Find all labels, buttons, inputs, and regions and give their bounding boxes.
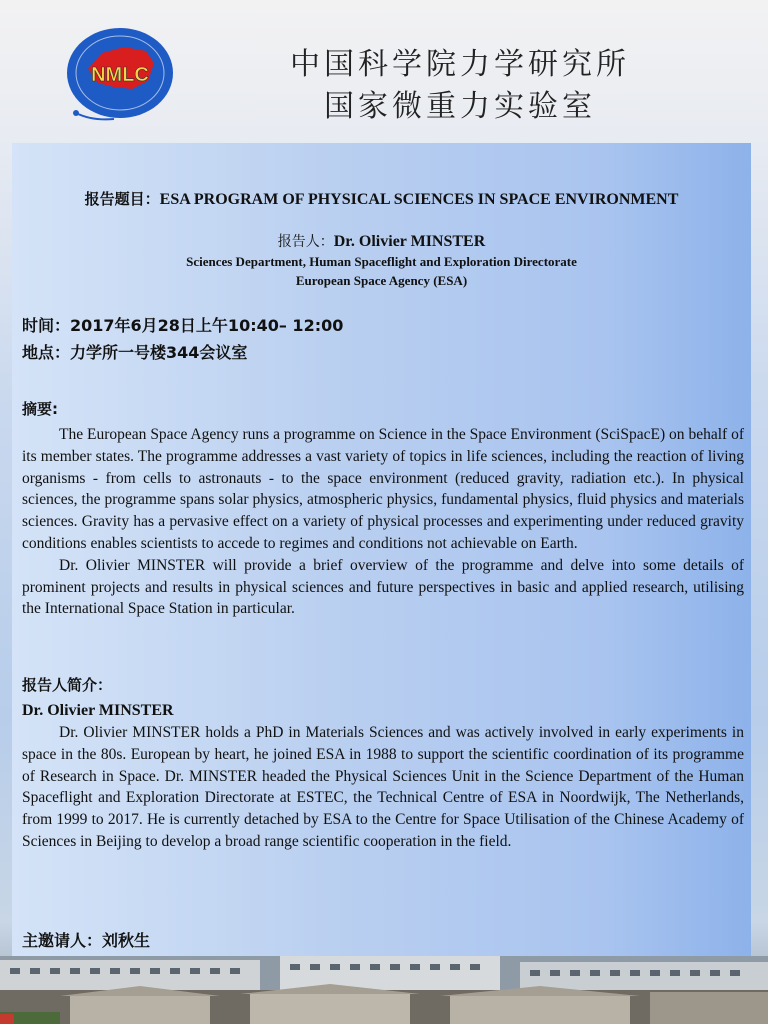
time-place	[22, 312, 343, 366]
campus-photo	[0, 956, 768, 1024]
title-text: ESA PROGRAM OF PHYSICAL SCIENCES IN SPACE ENVIRONMENT	[159, 191, 679, 208]
logo-text: NMLC	[91, 64, 149, 86]
bio-name: Dr. Olivier MINSTER	[22, 702, 174, 719]
speaker-block	[12, 232, 751, 290]
bio-paragraph: Dr. Olivier MINSTER holds a PhD in Materials Sciences and was actively involved in early experiments in space in the 80s. European by heart, he joined ESA in 1988 to support the scientific coordination of its programme of Research in Space. Dr. MINSTER headed the Physical Sciences Unit in the Science Department of the Human Spaceflight and Exploration Directorate at ESTEC, the Technical Centre of ESA in Noordwijk, The Netherlands, from 1999 to 2017. He is currently detached by ESA to the Centre for Space Utilisation of the Chinese Academy of Sciences in Beijing to develop a broad range scientific cooperation in the field.	[22, 724, 744, 850]
speaker-label: 报告人：	[277, 234, 334, 250]
host-line: 主邀请人：刘秋生	[22, 931, 151, 950]
header	[0, 0, 768, 145]
affiliation-line-1: Sciences Department, Human Spaceflight and Exploration Directorate	[186, 254, 577, 269]
speaker-line	[12, 232, 751, 252]
talk-title	[12, 188, 751, 209]
abstract-heading: 摘要:	[22, 400, 58, 418]
speaker-name: Dr. Olivier MINSTER	[333, 233, 486, 250]
org-line-1: 中国科学院力学研究所	[290, 47, 630, 82]
time-line: 时间：2017年6月28日上午10:40– 12:00	[22, 316, 344, 335]
title-label: 报告题目：	[84, 190, 160, 208]
abstract-body	[22, 424, 744, 620]
org-title	[270, 44, 650, 128]
nmlc-logo	[62, 25, 184, 125]
bio-heading: 报告人简介：	[22, 676, 113, 694]
abstract-paragraph-2: Dr. Olivier MINSTER will provide a brief overview of the programme and delve into some details of prominent projects and results in physical sciences and future perspectives in basic and applied research, utilising the International Space Station in particular.	[22, 556, 744, 618]
affiliation-line-2: European Space Agency (ESA)	[295, 273, 468, 288]
bio-body	[22, 722, 744, 853]
abstract-paragraph-1: The European Space Agency runs a programme on Science in the Space Environment (SciSpacE) on behalf of its member states. The programme addresses a vast variety of topics in life sciences, including the reaction of living organisms - from cells to astronauts - to the space environment (reduced gravity, radiation etc.). In physical sciences, the programme spans solar physics, atmospheric physics, fundamental physics, fluid physics and materials sciences. Gravity has a pervasive effect on a variety of physical processes and experimenting under reduced gravity conditions enables scientists to accede to regimes and conditions not achievable on Earth.	[22, 426, 744, 552]
place-line: 地点：力学所一号楼344会议室	[22, 343, 248, 362]
org-line-2: 国家微重力实验室	[324, 89, 596, 124]
